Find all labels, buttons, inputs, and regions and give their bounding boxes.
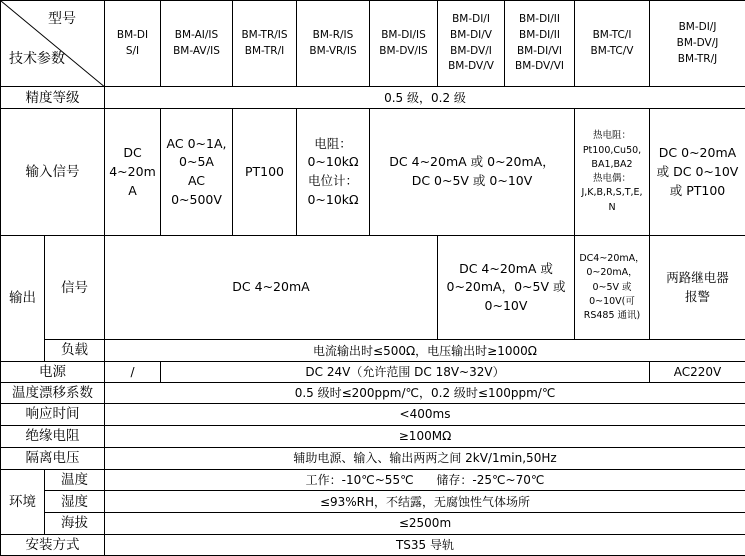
output-signal-main: DC 4~20mA bbox=[105, 235, 438, 339]
input-cell-5: DC 4~20mA 或 0~20mA， DC 0~5V 或 0~10V bbox=[370, 109, 575, 236]
env-temp-value: 工作：-10℃~55℃ 储存：-25℃~70℃ bbox=[105, 469, 745, 490]
isolation-label: 隔离电压 bbox=[1, 447, 105, 469]
drift-row bbox=[1, 383, 745, 404]
mounting-row bbox=[1, 534, 745, 555]
header-model-label: 型号 bbox=[48, 11, 76, 27]
model-cell-3: BM-TR/IS BM-TR/I bbox=[233, 1, 297, 87]
output-signal-mid: DC 4~20mA 或 0~20mA，0~5V 或 0~10V bbox=[438, 235, 575, 339]
env-altitude-row bbox=[1, 513, 745, 534]
env-humidity-row bbox=[1, 491, 745, 513]
input-label: 输入信号 bbox=[1, 109, 105, 236]
env-humidity-label: 湿度 bbox=[45, 491, 105, 513]
drift-label: 温度漂移系数 bbox=[1, 383, 105, 404]
model-cell-6: BM-DI/I BM-DI/V BM-DV/I BM-DV/V bbox=[438, 1, 505, 87]
accuracy-label: 精度等级 bbox=[1, 87, 105, 109]
insulation-label: 绝缘电阻 bbox=[1, 425, 105, 447]
power-row bbox=[1, 361, 745, 382]
output-signal-relay: 两路继电器 报警 bbox=[650, 235, 745, 339]
env-humidity-value: ≤93%RH，不结露，无腐蚀性气体场所 bbox=[105, 491, 745, 513]
header-params-label: 技术参数 bbox=[9, 51, 65, 68]
accuracy-value: 0.5 级，0.2 级 bbox=[105, 87, 745, 109]
model-cell-5: BM-DI/IS BM-DV/IS bbox=[370, 1, 438, 87]
response-value: <400ms bbox=[105, 404, 745, 425]
output-label: 输出 bbox=[1, 235, 45, 361]
env-temp-row bbox=[1, 469, 745, 490]
model-cell-2: BM-AI/IS BM-AV/IS bbox=[161, 1, 233, 87]
output-load-row bbox=[1, 340, 745, 361]
power-last: AC220V bbox=[650, 361, 745, 382]
output-signal-label: 信号 bbox=[45, 235, 105, 339]
input-cell-7: DC 0~20mA 或 DC 0~10V 或 PT100 bbox=[650, 109, 745, 236]
response-row bbox=[1, 404, 745, 425]
mounting-label: 安装方式 bbox=[1, 534, 105, 555]
isolation-value: 辅助电源、输入、输出两两之间 2kV/1min,50Hz bbox=[105, 447, 745, 469]
input-cell-2: AC 0~1A, 0~5A AC 0~500V bbox=[161, 109, 233, 236]
header-row bbox=[1, 1, 745, 87]
isolation-row bbox=[1, 447, 745, 469]
model-cell-1: BM-DI S/I bbox=[105, 1, 161, 87]
input-cell-6: 热电阻： Pt100,Cu50, BA1,BA2 热电偶： J,K,B,R,S,T,E, N bbox=[575, 109, 650, 236]
header-diagonal-cell bbox=[1, 1, 105, 87]
output-load-value: 电流输出时≤500Ω，电压输出时≥1000Ω bbox=[105, 340, 745, 361]
env-altitude-label: 海拔 bbox=[45, 513, 105, 534]
output-load-label: 负载 bbox=[45, 340, 105, 361]
input-cell-3: PT100 bbox=[233, 109, 297, 236]
drift-value: 0.5 级时≤200ppm/℃，0.2 级时≤100ppm/℃ bbox=[105, 383, 745, 404]
env-temp-label: 温度 bbox=[45, 469, 105, 490]
input-cell-4: 电阻： 0~10kΩ 电位计： 0~10kΩ bbox=[297, 109, 370, 236]
env-altitude-value: ≤2500m bbox=[105, 513, 745, 534]
environment-label: 环境 bbox=[1, 469, 45, 534]
response-label: 响应时间 bbox=[1, 404, 105, 425]
insulation-value: ≥100MΩ bbox=[105, 425, 745, 447]
insulation-row bbox=[1, 425, 745, 447]
model-cell-8: BM-TC/I BM-TC/V bbox=[575, 1, 650, 87]
power-label: 电源 bbox=[1, 361, 105, 382]
output-signal-row bbox=[1, 235, 745, 339]
input-cell-1: DC 4~20m A bbox=[105, 109, 161, 236]
model-cell-4: BM-R/IS BM-VR/IS bbox=[297, 1, 370, 87]
output-signal-tc: DC4~20mA， 0~20mA， 0~5V 或 0~10V(可 RS485 通讯) bbox=[575, 235, 650, 339]
mounting-value: TS35 导轨 bbox=[105, 534, 745, 555]
accuracy-row bbox=[1, 87, 745, 109]
model-cell-7: BM-DI/II BM-DI/II BM-DI/VI BM-DV/VI bbox=[505, 1, 575, 87]
power-cell-1: / bbox=[105, 361, 161, 382]
model-cell-9: BM-DI/J BM-DV/J BM-TR/J bbox=[650, 1, 745, 87]
input-row bbox=[1, 109, 745, 236]
power-main: DC 24V（允许范围 DC 18V~32V） bbox=[161, 361, 650, 382]
